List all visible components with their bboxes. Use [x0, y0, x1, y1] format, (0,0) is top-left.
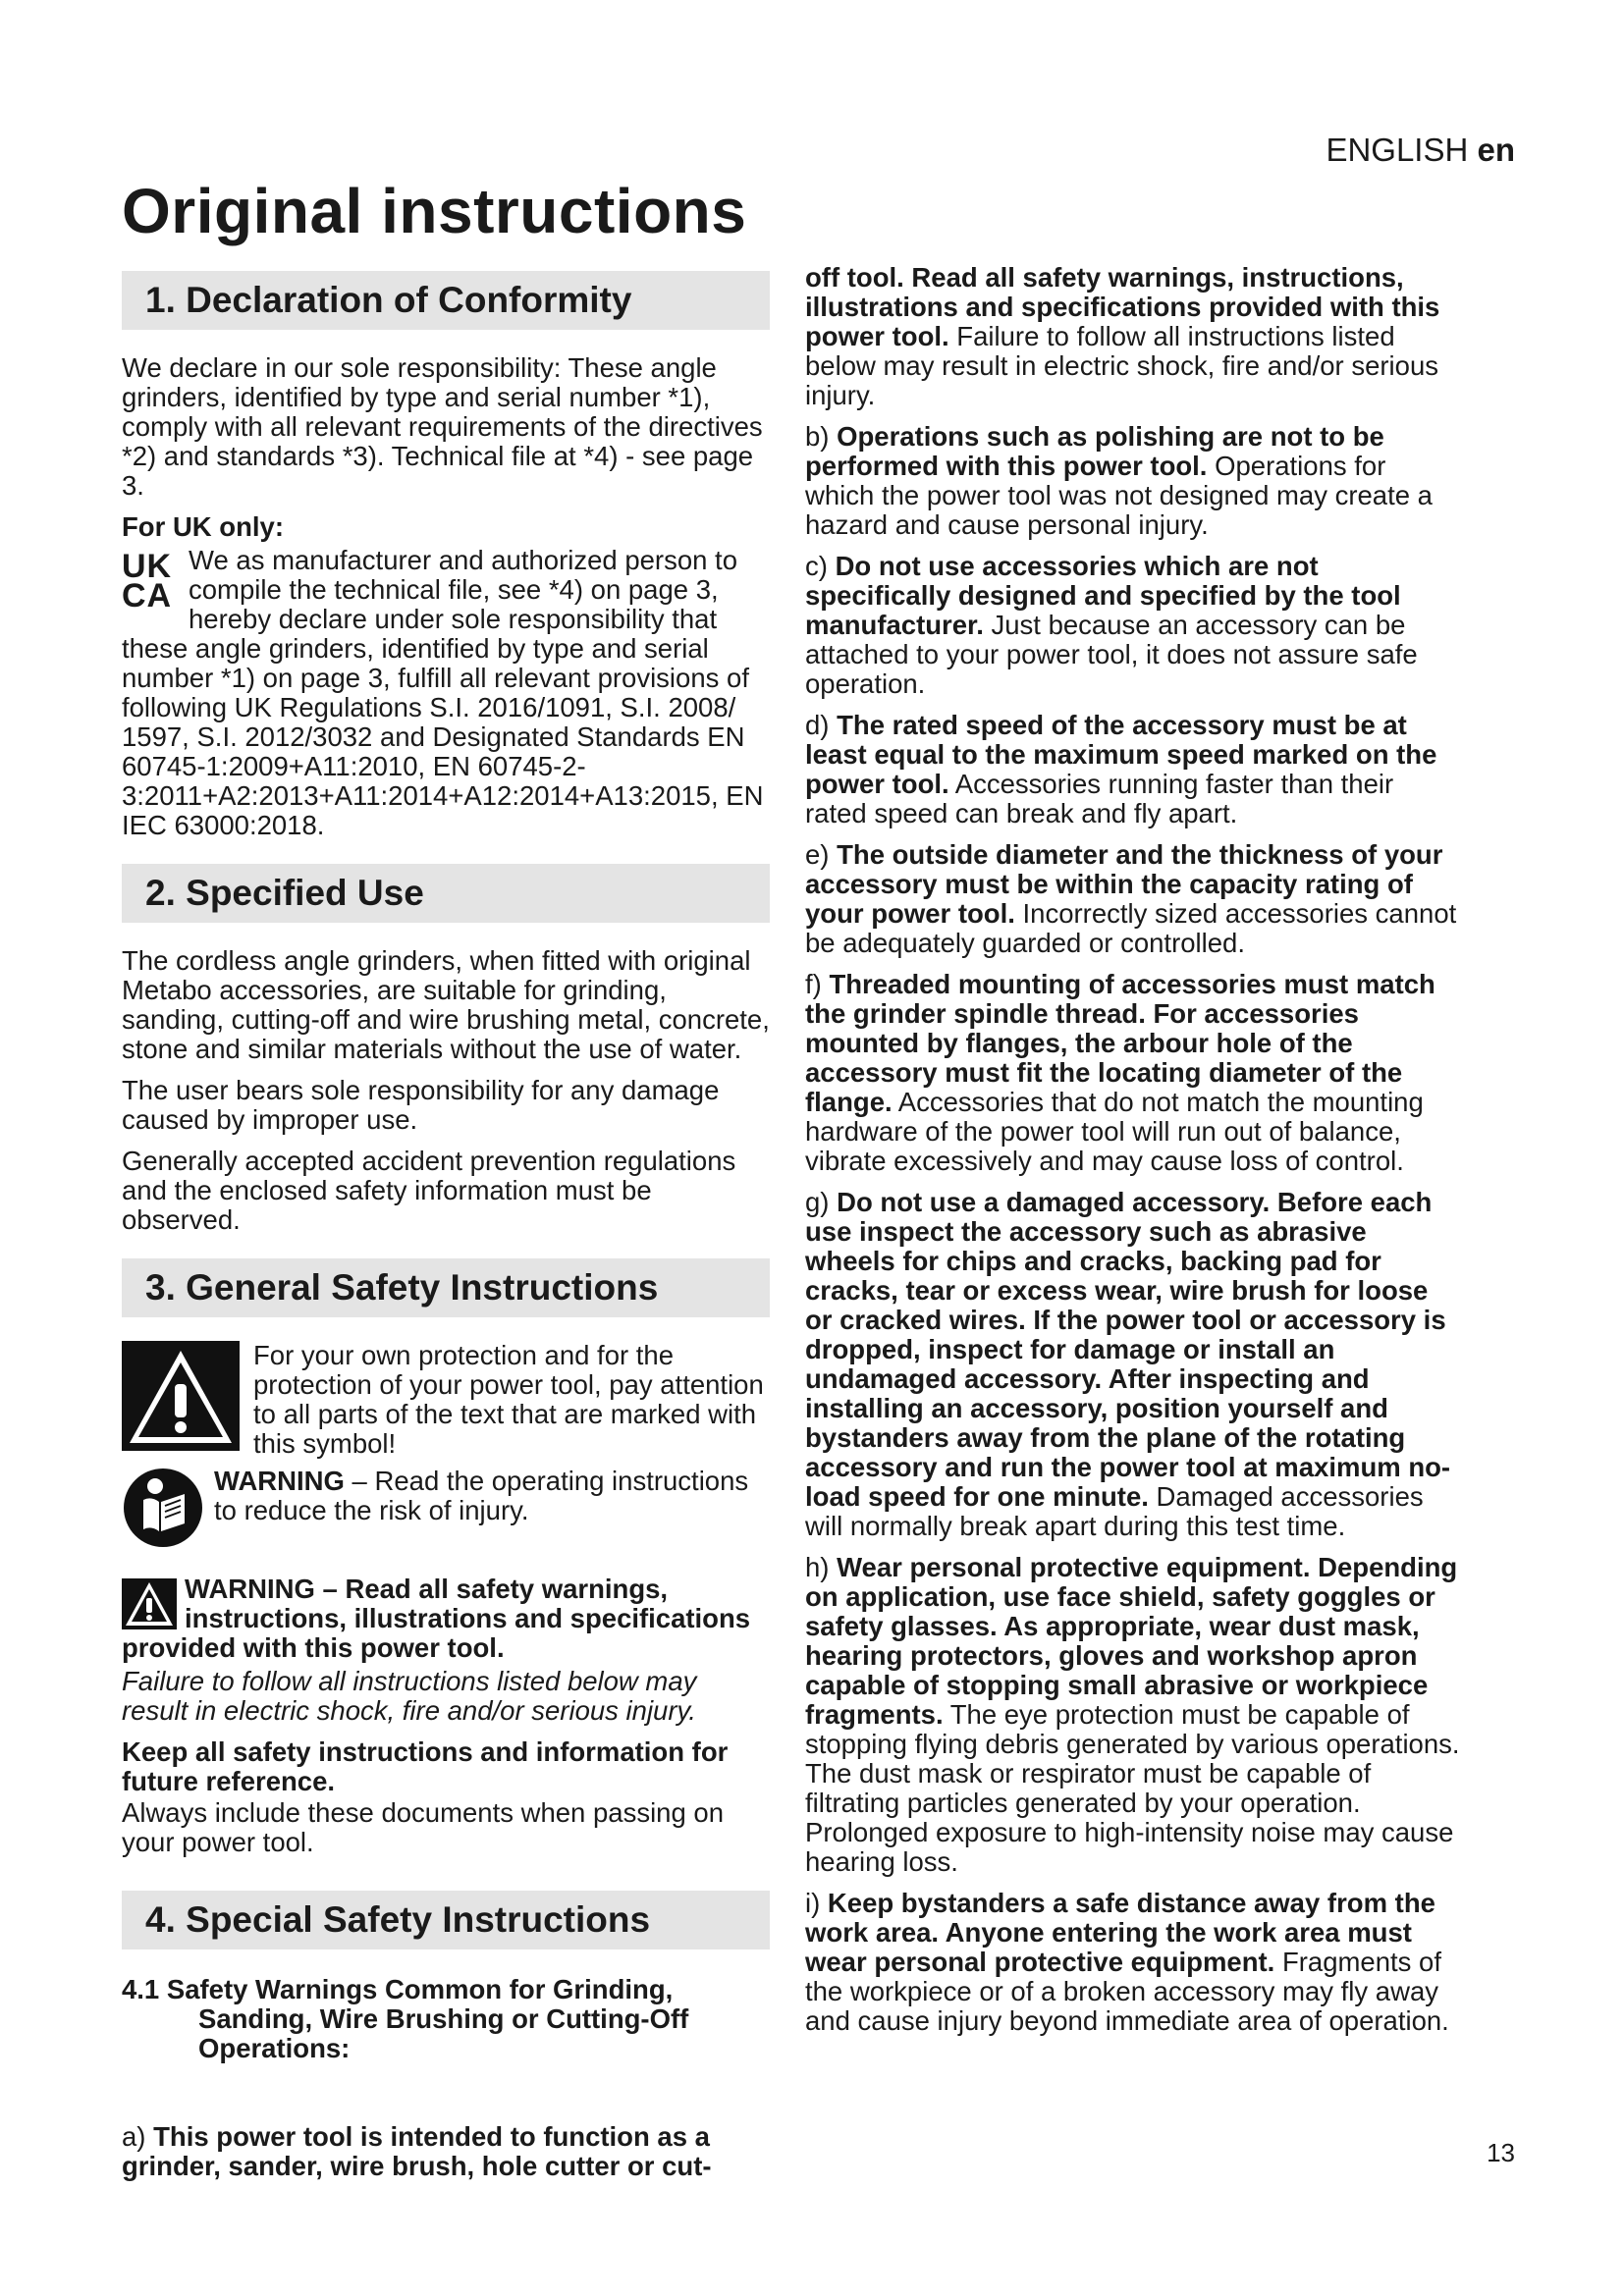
item-d-prefix: d) — [805, 710, 838, 740]
item-h-bold: Wear personal protective equipment. Depending on application, use face shield, safety goggles or safety glasses. As appropriate, wear dust mask, hearing protectors, gloves and workshop apron capable of stopping small abrasive or workpiece fragments. — [805, 1552, 1458, 1730]
item-c — [805, 552, 1461, 699]
item-g — [805, 1188, 1461, 1541]
section-heading-specified-use: 2. Specified Use — [122, 864, 770, 923]
item-g-prefix: g) — [805, 1187, 838, 1217]
read-manual-icon — [122, 1467, 204, 1549]
item-i-text: Fragments of the workpiece or of a broken accessory may fly away and cause injury beyond immediate area of operation. — [805, 1947, 1449, 2036]
item-f-bold: Threaded mounting of accessories must match the grinder spindle thread. For accessories mounted by flanges, the arbour hole of the accessory must fit the locating diameter of the flange. — [805, 969, 1435, 1117]
subsection-heading-4-1: 4.1 Safety Warnings Common for Grinding, Sanding, Wire Brushing or Cutting-Off Operations: — [122, 1974, 689, 2063]
item-b-prefix: b) — [805, 421, 838, 452]
keep-instructions-bold: Keep all safety instructions and information for future reference. — [122, 1736, 729, 1796]
item-a-bold-continued: off tool. Read all safety warnings, instructions, illustrations and specifications provided with this power tool. — [805, 262, 1440, 351]
page-number: 13 — [1487, 2138, 1515, 2167]
item-e — [805, 840, 1461, 958]
warning-label: WARNING — [214, 1466, 345, 1496]
symbol-notice — [122, 1341, 770, 1459]
item-f — [805, 970, 1461, 1176]
ukca-mark-icon — [122, 548, 183, 614]
warning-triangle-small-icon — [122, 1578, 177, 1629]
item-b-bold: Operations such as polishing are not to be performed with this power tool. — [805, 421, 1384, 481]
item-c-text: Just because an accessory can be attached to your power tool, it does not assure safe operation. — [805, 610, 1418, 699]
page-language — [1326, 132, 1515, 169]
item-i-bold: Keep bystanders a safe distance away from the work area. Anyone entering the work area must wear personal protective equipment. — [805, 1888, 1435, 1977]
keep-instructions-text: Always include these documents when passing on your power tool. — [122, 1797, 725, 1857]
item-g-bold: Do not use a damaged accessory. Before each use inspect the accessory such as abrasive wheels for chips and cracks, backing pad for cracks, tear or excess wear, wire brush for loose or cracked wires. If the power tool or accessory is dropped, inspect for damage or install an undamaged accessory. After inspecting and installing an accessory, position yourself and bystanders away from the plane of the rotating accessory and run the power tool at maximum no-load speed for one minute. — [805, 1187, 1451, 1512]
item-b — [805, 422, 1461, 540]
item-a-prefix: a) — [122, 2121, 154, 2152]
ukca-mark-bottom: CA — [122, 577, 173, 614]
language-code: en — [1477, 132, 1515, 168]
item-c-bold: Do not use accessories which are not specifically designed and specified by the tool manufacturer. — [805, 551, 1401, 640]
item-e-bold: The outside diameter and the thickness of your accessory must be within the capacity rating of your power tool. — [805, 839, 1443, 929]
right-column — [805, 263, 1461, 2048]
section-heading-declaration: 1. Declaration of Conformity — [122, 271, 770, 330]
item-f-text: Accessories that do not match the mounting hardware of the power tool will run out of balance, vibrate excessively and may cause loss of control. — [805, 1087, 1424, 1176]
language-label: ENGLISH — [1326, 132, 1469, 168]
item-c-prefix: c) — [805, 551, 836, 581]
item-h — [805, 1553, 1461, 1877]
item-d-text: Accessories running faster than their rated speed can break and fly apart. — [805, 769, 1394, 828]
specified-use-paragraph-2: The user bears sole responsibility for any damage caused by improper use. — [122, 1075, 720, 1135]
uk-declaration-paragraph — [122, 546, 770, 840]
warning-read-all — [122, 1575, 770, 1663]
item-i — [805, 1889, 1461, 2036]
item-h-text: The eye protection must be capable of stopping flying debris generated by various operations. The dust mask or respirator must be capable of filtrating particles generated by your operation. Prolonged exposure to high-intensity noise may cause hearing loss. — [805, 1699, 1460, 1877]
item-a-bold-start: This power tool is intended to function as a grinder, sander, wire brush, hole cutter or cut- — [122, 2121, 712, 2181]
warning-triangle-icon — [122, 1341, 240, 1451]
left-column — [122, 263, 770, 2193]
ukca-mark-top: UK — [122, 548, 173, 585]
uk-declaration-text: We as manufacturer and authorized person to compile the technical file, see *4) on page 3, hereby declare under sole responsibility that these angle grinders, identified by type and serial number *1) on page 3, fulfill all relevant provisions of following UK Regulations S.I. 2016/1091, S.I. 2008/ 1597, S.I. 2012/3032 and Designated Standards EN 60745-1:2009+A11:2010, EN 60745-2-3:2011+A2:2013+A11:2014+A12:2014+A13:2015, EN IEC 63000:2018. — [122, 545, 764, 840]
section-heading-general-safety: 3. General Safety Instructions — [122, 1258, 770, 1317]
item-i-prefix: i) — [805, 1888, 828, 1918]
warning-read-all-bold: WARNING – Read all safety warnings, instructions, illustrations and specifications provided with this power tool. — [122, 1574, 751, 1663]
read-instructions-notice — [122, 1467, 770, 1549]
item-d-bold: The rated speed of the accessory must be at least equal to the maximum speed marked on the power tool. — [805, 710, 1437, 799]
page-title: Original instructions — [122, 176, 747, 246]
item-e-prefix: e) — [805, 839, 838, 870]
symbol-notice-text: For your own protection and for the protection of your power tool, pay attention to all parts of the text that are marked with this symbol! — [253, 1340, 764, 1459]
item-h-prefix: h) — [805, 1552, 838, 1582]
specified-use-paragraph-1: The cordless angle grinders, when fitted with original Metabo accessories, are suitable for grinding, sanding, cutting-off and wire brushing metal, concrete, stone and similar materials without the use of water. — [122, 945, 770, 1064]
item-d — [805, 711, 1461, 828]
item-e-text: Incorrectly sized accessories cannot be adequately guarded or controlled. — [805, 898, 1457, 958]
warning-text: – Read the operating instructions to reduce the risk of injury. — [214, 1466, 749, 1525]
item-b-text: Operations for which the power tool was not designed may create a hazard and cause personal injury. — [805, 451, 1433, 540]
warning-read-all-italic: Failure to follow all instructions listed below may result in electric shock, fire and/or serious injury. — [122, 1666, 697, 1726]
item-a-start — [122, 2122, 770, 2181]
declaration-paragraph: We declare in our sole responsibility: These angle grinders, identified by type and serial number *1), comply with all relevant requirements of the directives *2) and standards *3). Technical file at *4) - see page 3. — [122, 352, 763, 501]
item-g-text: Damaged accessories will normally break apart during this test time. — [805, 1481, 1424, 1541]
section-heading-special-safety: 4. Special Safety Instructions — [122, 1891, 770, 1949]
uk-only-label: For UK only: — [122, 511, 284, 542]
item-f-prefix: f) — [805, 969, 830, 999]
item-a-text: Failure to follow all instructions listed below may result in electric shock, fire and/or serious injury. — [805, 321, 1438, 410]
item-a-continued — [805, 263, 1461, 410]
read-instructions-text — [214, 1467, 770, 1525]
specified-use-paragraph-3: Generally accepted accident prevention regulations and the enclosed safety information must be observed. — [122, 1146, 736, 1235]
